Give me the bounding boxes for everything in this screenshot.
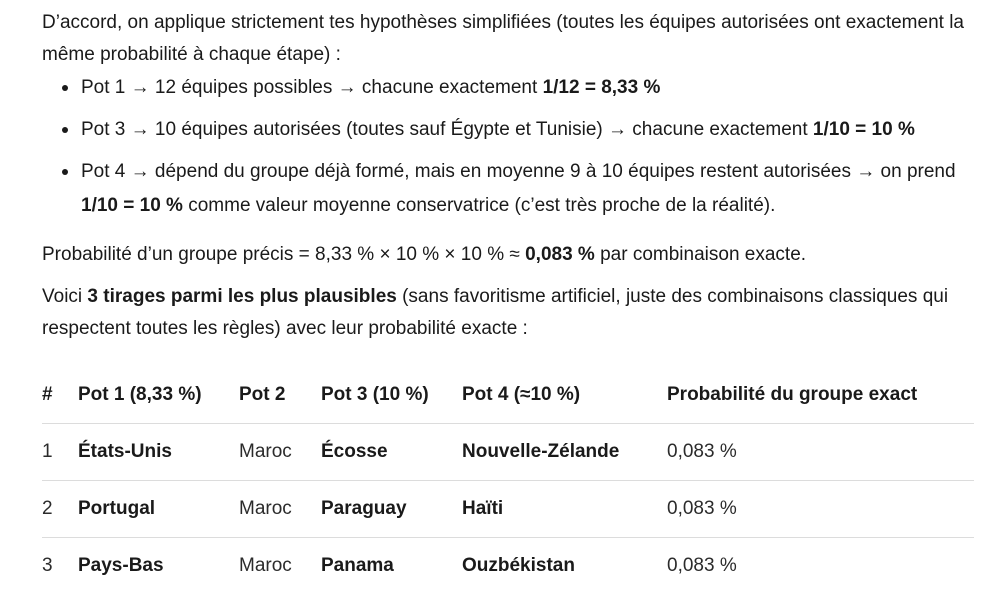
probability-paragraph: Probabilité d’un groupe précis = 8,33 % × 10 % × 10 % ≈ 0,083 % par combinaison exacte. [42,239,973,271]
bullet-icon [62,85,68,91]
pot4-cell: Nouvelle-Zélande [462,424,667,481]
pot1-cell: États-Unis [78,424,239,481]
probability-cell: 0,083 % [667,538,974,594]
pot4-cell: Ouzbékistan [462,538,667,594]
bullet-icon [62,169,68,175]
draws-table [42,367,974,594]
table-row [42,424,974,481]
pot3-cell: Écosse [321,424,462,481]
draws-intro-paragraph: Voici 3 tirages parmi les plus plausibles (sans favoritisme artificiel, juste des combinaisons classiques qui respectent toutes les règles) avec leur probabilité exacte : [42,281,973,345]
table-row [42,481,974,538]
list-item: Pot 4 → dépend du groupe déjà formé, mais en moyenne 9 à 10 équipes restent autorisées → on prend 1/10 = 10 % comme valeur moyenne conservatrice (c’est très proche de la réalité). [42,155,973,223]
row-number: 3 [42,538,78,594]
table-row [42,538,974,594]
bullet-icon [62,127,68,133]
intro-paragraph: D’accord, on applique strictement tes hypothèses simplifiées (toutes les équipes autorisées ont exactement la même probabilité à chaque étape) : [42,0,973,71]
list-item: Pot 3 → 10 équipes autorisées (toutes sauf Égypte et Tunisie) → chacune exactement 1/10 = 10 % [42,113,973,147]
row-number: 1 [42,424,78,481]
column-header: Pot 1 (8,33 %) [78,367,239,424]
pot3-cell: Paraguay [321,481,462,538]
pot1-cell: Portugal [78,481,239,538]
column-header: # [42,367,78,424]
row-number: 2 [42,481,78,538]
list-item: Pot 1 → 12 équipes possibles → chacune exactement 1/12 = 8,33 % [42,71,973,105]
column-header: Pot 4 (≈10 %) [462,367,667,424]
pot2-cell: Maroc [239,424,321,481]
pot2-cell: Maroc [239,481,321,538]
assumption-list [42,71,973,223]
probability-cell: 0,083 % [667,481,974,538]
column-header: Probabilité du groupe exact [667,367,974,424]
pot2-cell: Maroc [239,538,321,594]
table-header-row [42,367,974,424]
pot3-cell: Panama [321,538,462,594]
pot1-cell: Pays-Bas [78,538,239,594]
pot4-cell: Haïti [462,481,667,538]
column-header: Pot 3 (10 %) [321,367,462,424]
column-header: Pot 2 [239,367,321,424]
probability-cell: 0,083 % [667,424,974,481]
